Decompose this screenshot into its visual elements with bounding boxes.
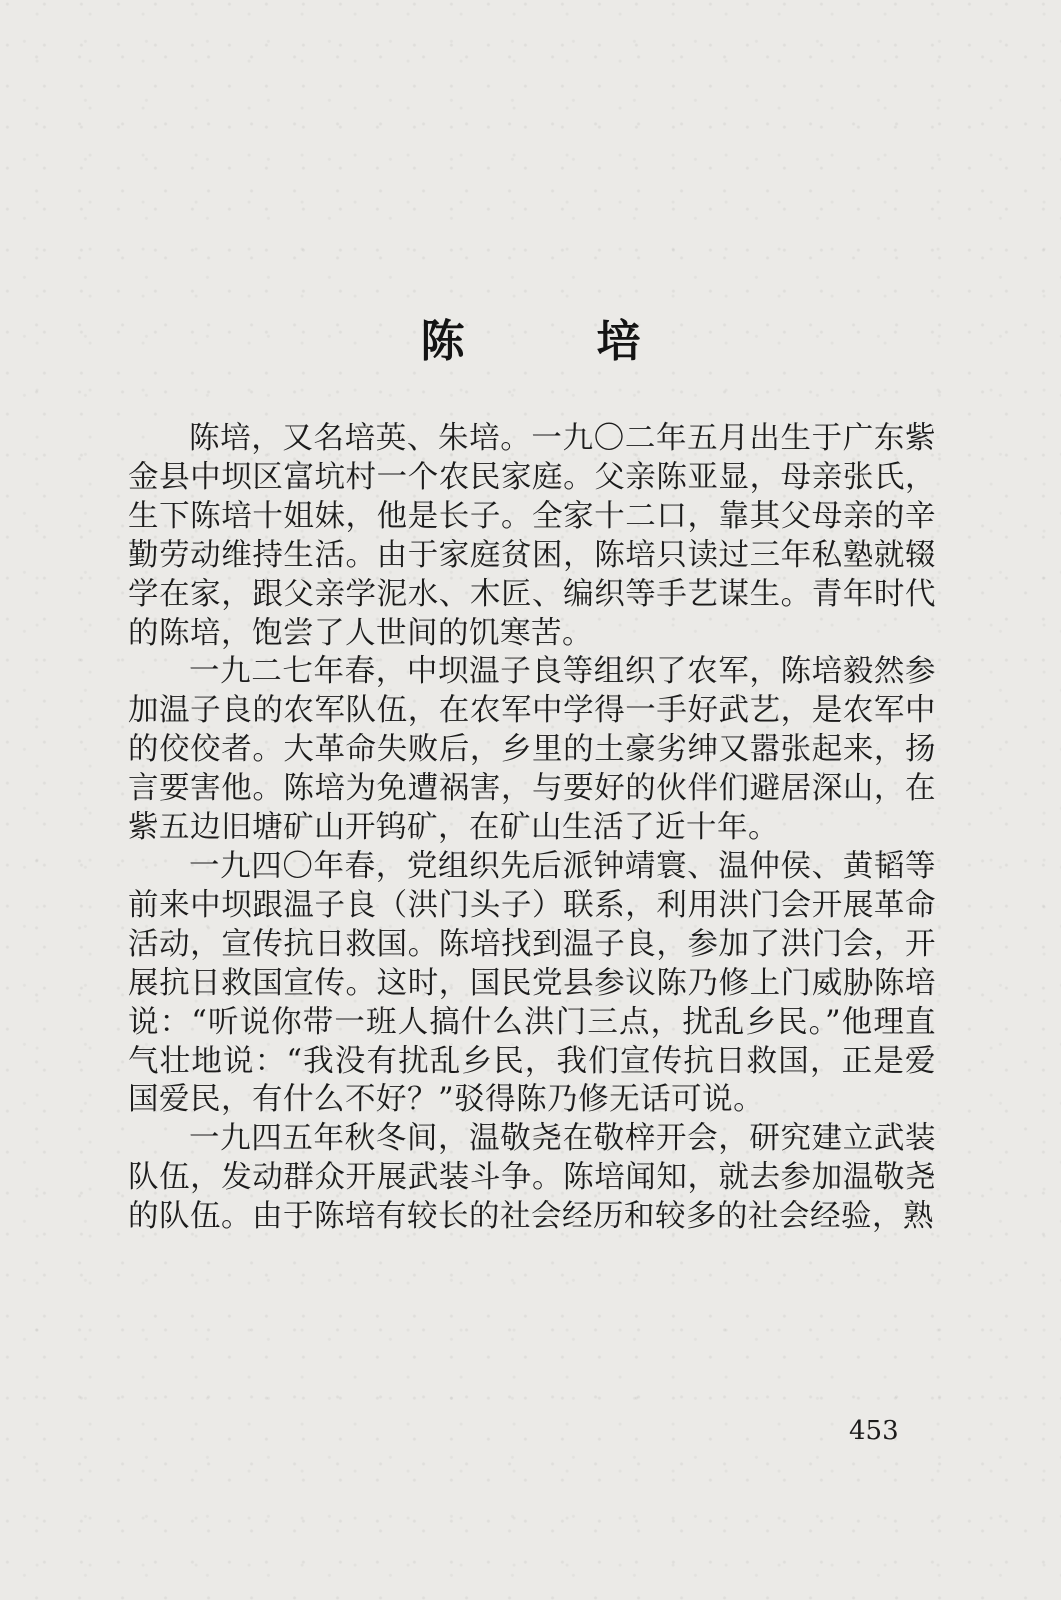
- page-number: 453: [849, 1416, 899, 1446]
- paragraph-1: 陈培，又名培英、朱培。一九〇二年五月出生于广东紫金县中坝区富坑村一个农民家庭。父亲陈亚显，母亲张氏，生下陈培十姐妹，他是长子。全家十二口，靠其父母亲的辛勤劳动维持生活。由于家庭贫困，陈培只读过三年私塾就辍学在家，跟父亲学泥水、木匠、编织等手艺谋生。青年时代的陈培，饱尝了人世间的饥寒苦。: [128, 421, 936, 651]
- article-title: 陈 培: [420, 316, 685, 367]
- article-body: [128, 420, 936, 1237]
- paragraph-4: 一九四五年秋冬间，温敬尧在敬梓开会，研究建立武装队伍，发动群众开展武装斗争。陈培闻知，就去参加温敬尧的队伍。由于陈培有较长的社会经历和较多的社会经验，熟: [128, 1121, 936, 1235]
- paragraph-3: 一九四〇年春，党组织先后派钟靖寰、温仲侯、黄韬等前来中坝跟温子良（洪门头子）联系，利用洪门会开展革命活动，宣传抗日救国。陈培找到温子良，参加了洪门会，开展抗日救国宣传。这时，国民党县参议陈乃修上门威胁陈培说：“听说你带一班人搞什么洪门三点，扰乱乡民。”他理直气壮地说：“我没有扰乱乡民，我们宣传抗日救国，正是爱国爱民，有什么不好？”驳得陈乃修无话可说。: [128, 848, 936, 1118]
- paragraph-2: 一九二七年春，中坝温子良等组织了农军，陈培毅然参加温子良的农军队伍，在农军中学得一手好武艺，是农军中的佼佼者。大革命失败后，乡里的土豪劣绅又嚣张起来，扬言要害他。陈培为免遭祸害，与要好的伙伴们避居深山，在紫五边旧塘矿山开钨矿，在矿山生活了近十年。: [128, 654, 936, 846]
